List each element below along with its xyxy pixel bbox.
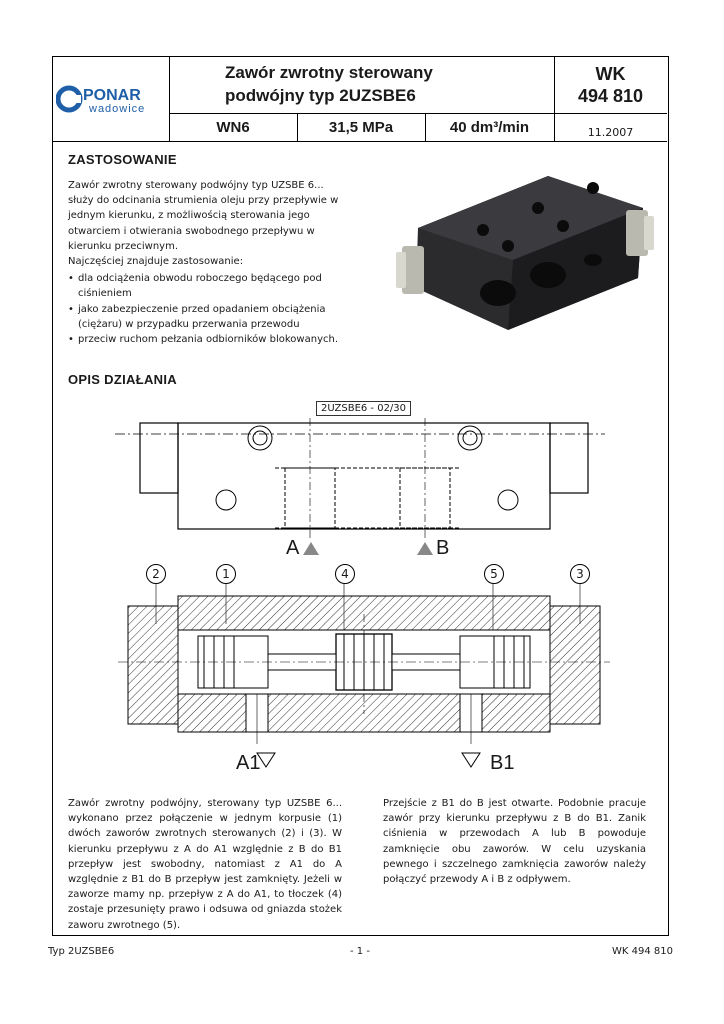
port-label-B: B [436,537,450,559]
section-heading-zastosowanie: ZASTOSOWANIE [68,152,177,167]
callout-4: 4 [335,564,355,584]
logo-subtext: wadowice [89,103,146,115]
spec-size: WN6 [169,113,298,141]
footer-page-number: - 1 - [350,946,370,957]
wk-cell [554,57,667,114]
port-B-arrow [416,541,434,556]
spec-row [169,113,555,141]
zastosowanie-text [68,178,343,347]
section-heading-opis: OPIS DZIAŁANIA [68,372,177,387]
list-item: • dla odciążenia obwodu roboczego będącego pod ciśnieniem [68,271,328,301]
intro-line: otwarciem i otwierania swobodnego przepływu w [68,225,315,237]
callout-3: 3 [570,564,590,584]
list-item: • przeciw ruchom pełzania odbiorników blokowanych. [68,332,368,347]
port-label-B1: B1 [490,752,515,774]
spec-flow: 40 dm³/min [449,118,530,136]
port-A-arrow [302,541,320,556]
title-line-2: podwójny typ 2UZSBE6 [225,86,416,105]
title-cell [169,57,555,114]
description-right: Przejście z B1 do B jest otwarte. Podobnie pracuje zawór przy kierunku przepływu z B do B1. Zanik ciśnienia w przewodach A lub B powoduje zamknięcie obu zaworów. W celu uzyskania pewnego i szczelnego zamknięcia zaworów należy połączyć przewody A i B z odpływem. [383,798,646,886]
intro-line: służy do odcinania strumienia oleju przy przepływie w [68,195,339,207]
description-left: Zawór zwrotny podwójny, sterowany typ UZSBE 6... wykonano przez połączenie w jednym korpusie (1) dwóch zaworów zwrotnych sterowanych (2) i (3). W kierunku przepływu z A do A1 względnie z B do B1 przepływ jest swobodny, natomiast z A1 do A względnie z B1 do B przepływ jest zamknięty. Jeżeli w zaworze mamy np. przepływ z A do A1, to tłoczek (4) zostaje przesunięty prawo i odsuwa od gniazda stożek zaworu zwrotnego (5). [68,798,342,931]
ponar-logo [56,81,168,117]
spec-pressure: 31,5 MPa [297,113,426,141]
logo-text: PONAR [83,87,141,104]
port-label-A1: A1 [236,752,261,774]
footer-wk: WK 494 810 [612,946,673,957]
wk-line-2: 494 810 [577,86,644,106]
drawing-code: 2UZSBE6 - 02/30 [316,401,411,416]
callout-5: 5 [484,564,504,584]
valve-photo [388,168,660,338]
wk-number [554,63,667,107]
intro-line: jednym kierunku, z możliwością sterowania jego [68,210,310,222]
header-table [53,57,667,142]
intro-line: Najczęściej znajduje zastosowanie: [68,256,244,268]
date-cell: 11.2007 [587,126,634,139]
logo-cell [53,57,170,141]
wk-line-1: WK [595,64,626,84]
footer-type: Typ 2UZSBE6 [48,946,115,957]
cross-section-drawing [118,584,610,744]
intro-line: Zawór zwrotny sterowany podwójny typ UZSBE 6... [68,180,324,191]
intro-line: kierunku przeciwnym. [68,240,178,252]
callout-1: 1 [216,564,236,584]
title-line-1: Zawór zwrotny sterowany [225,63,433,82]
document-title [225,61,433,107]
port-B1-arrow [461,752,481,768]
callout-2: 2 [146,564,166,584]
usage-list [68,271,343,347]
list-item: • jako zabezpieczenie przed opadaniem obciążenia (ciężaru) w przypadku przerwania przewodu [68,302,338,332]
top-view-drawing [110,418,610,538]
port-label-A: A [286,537,300,559]
port-A1-arrow [256,752,276,768]
